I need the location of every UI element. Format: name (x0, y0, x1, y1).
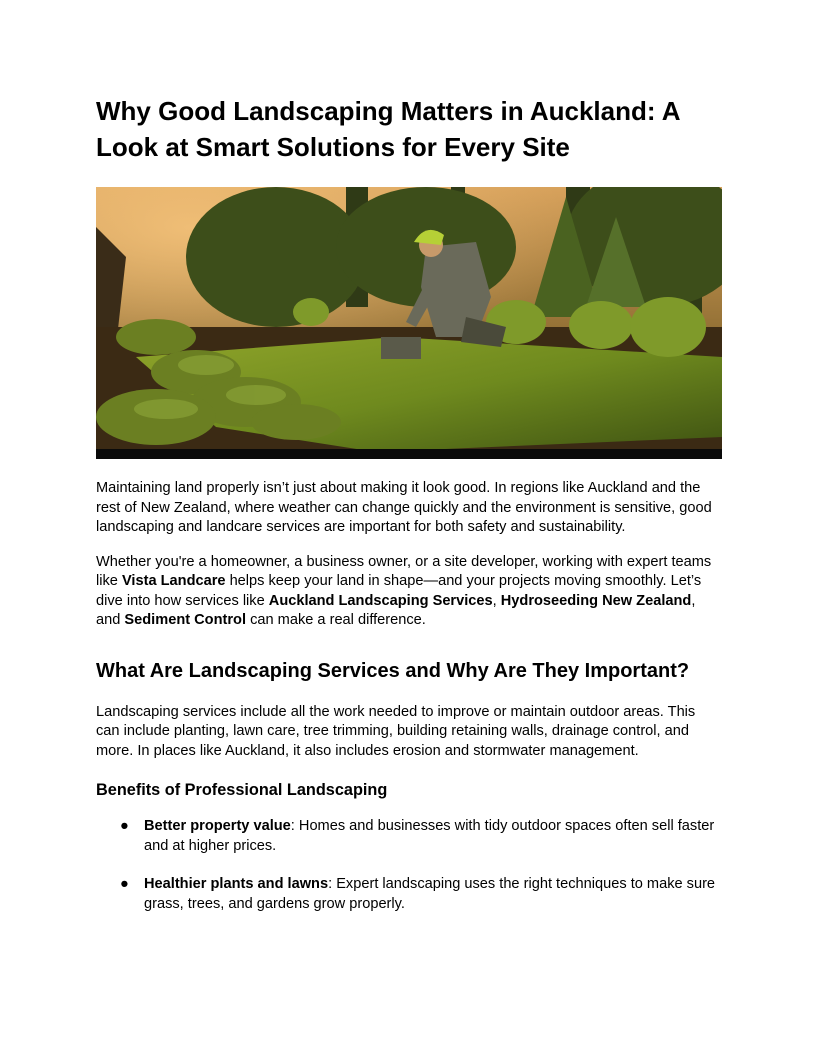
services-paragraph-text: Whether you're a homeowner, a business owner, or a site developer, working with expert teams like (96, 553, 712, 589)
page-title: Why Good Landscaping Matters in Auckland: A Look at Smart Solutions for Every Site (96, 96, 680, 162)
intro-paragraph: Maintaining land properly isn’t just about making it look good. In regions like Auckland and the rest of New Zealand, where weather can change quickly and the environment is sensitive, good landscaping and landcare services are important for both safety and sustainability. (96, 480, 712, 535)
benefit-text: : Expert landscaping uses the right techniques to make sure grass, trees, and gardens grow properly. (144, 876, 716, 912)
bullet-icon: ● (120, 818, 129, 834)
services-paragraph (96, 553, 722, 631)
brand-name: Vista Landcare (121, 573, 226, 589)
separator: , and (96, 592, 696, 628)
bullet-icon: ● (120, 876, 129, 892)
service-auckland-landscaping: Auckland Landscaping Services (268, 592, 493, 609)
section-paragraph: Landscaping services include all the work needed to improve or maintain outdoor areas. This can include planting, lawn care, tree trimming, building retaining walls, drainage control, and more. In places like Auckland, it also includes erosion and stormwater management. (96, 703, 696, 759)
hero-image (96, 187, 722, 459)
service-sediment-control: Sediment Control (124, 612, 247, 628)
list-item (96, 875, 722, 914)
services-paragraph-text: helps keep your land in shape—and your projects moving smoothly. Let’s dive into how services like (96, 573, 702, 609)
list-item (96, 817, 722, 856)
benefit-term: Better property value (144, 818, 291, 834)
benefit-text: : Homes and businesses with tidy outdoor spaces often sell faster and at higher prices. (144, 818, 715, 854)
section-heading: What Are Landscaping Services and Why Are They Important? (96, 659, 690, 682)
document-page (96, 93, 722, 933)
benefit-term: Healthier plants and lawns (144, 876, 329, 892)
separator: , (492, 592, 501, 609)
services-paragraph-text: can make a real difference. (246, 612, 426, 628)
benefits-list (96, 817, 722, 914)
service-hydroseeding: Hydroseeding New Zealand (500, 592, 692, 609)
benefits-subheading: Benefits of Professional Landscaping (96, 781, 388, 799)
